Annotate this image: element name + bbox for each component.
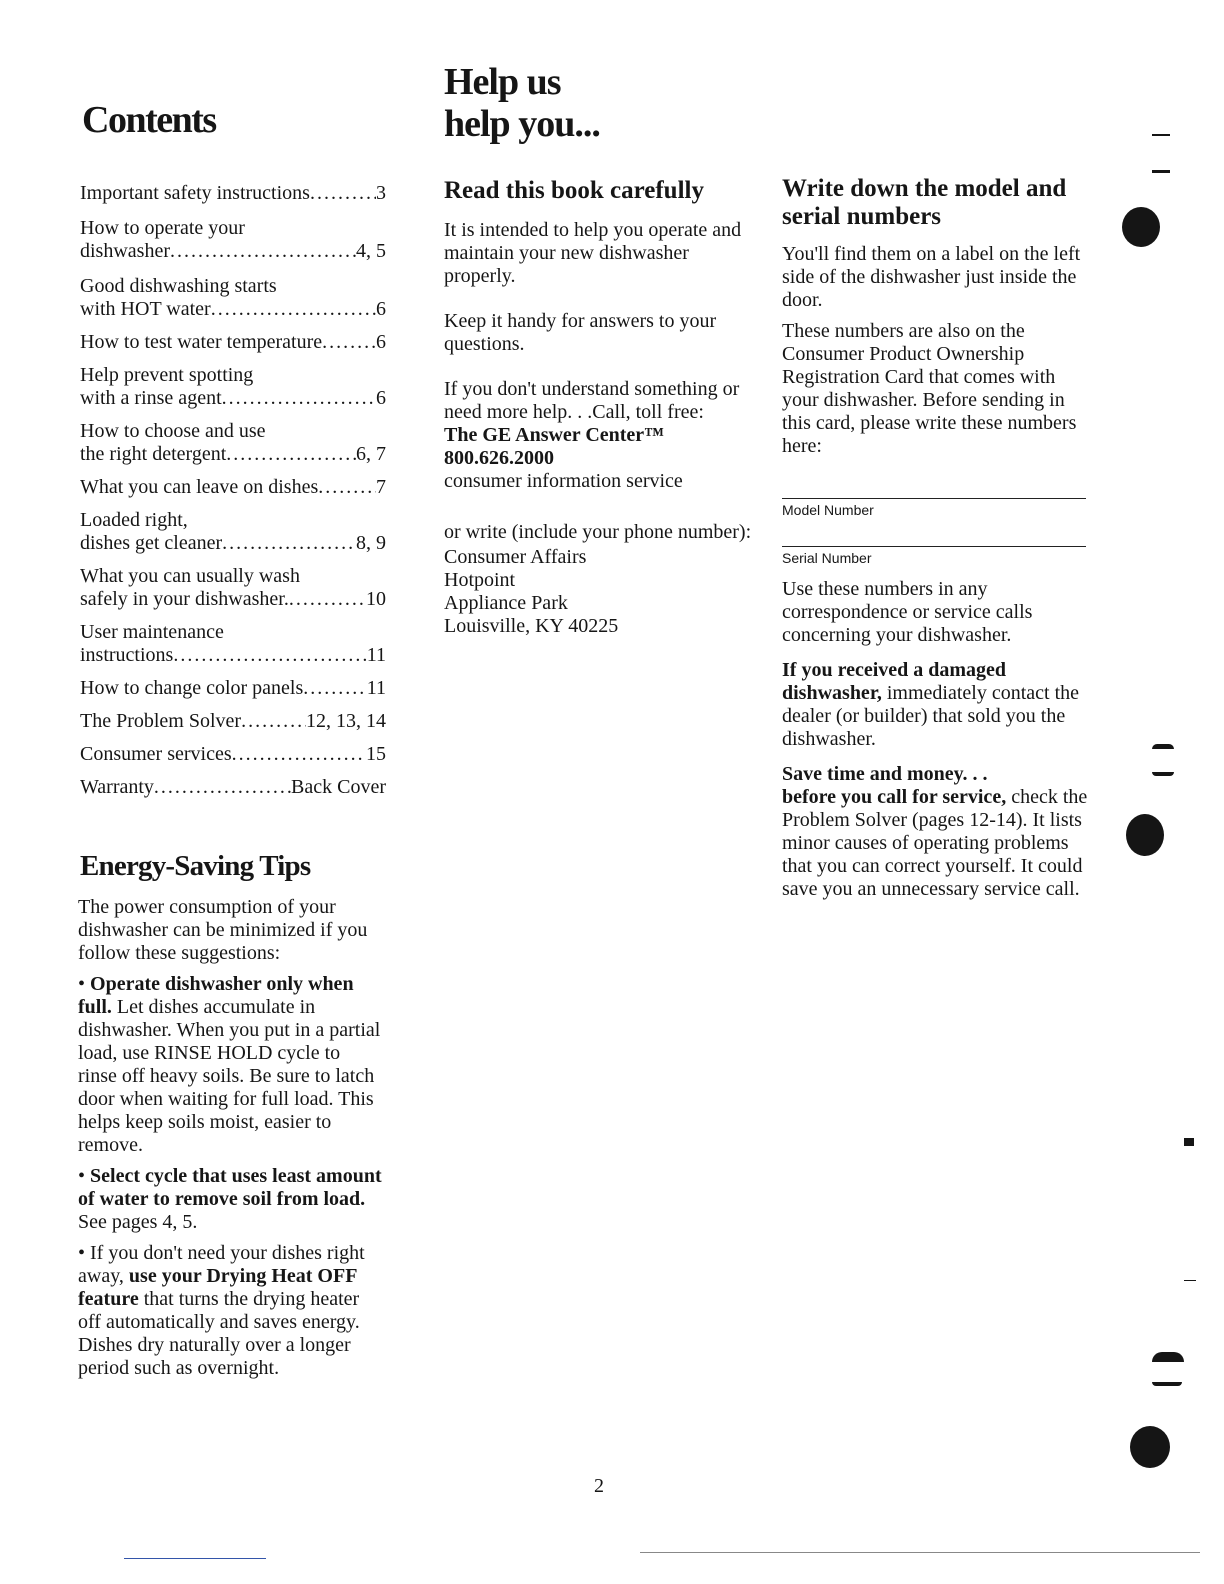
read-paragraph-1: It is intended to help you operate and maintain your new dishwasher properly. (444, 219, 742, 287)
energy-tip-1-bold: Operate dishwasher only when full. (78, 973, 354, 1018)
toc-leader-dots (170, 240, 356, 263)
toc-page-number: 15 (366, 743, 386, 765)
toc-line (80, 240, 386, 263)
toc-item (80, 621, 386, 667)
energy-intro: The power consumption of your dishwasher can be minimized if you follow these suggestions: (78, 896, 368, 964)
read-paragraph-3: If you don't understand something or need more help. . .Call, toll free: (444, 378, 740, 423)
energy-tip-3-bold: use your Drying Heat OFF feature (78, 1265, 357, 1310)
toc-item-label: The Problem Solver (80, 710, 242, 732)
serial-paragraph-3: Use these numbers in any correspondence or service calls concerning your dishwasher. (782, 578, 1033, 646)
save-text: check the Problem Solver (pages 12-14). It lists minor causes of operating problems that you can correct yourself. It could save you an unnecessary service call. (782, 786, 1088, 900)
toc-leader-dots (318, 476, 376, 499)
edge-mark-icon (1152, 1382, 1182, 1386)
edge-mark-icon (1152, 134, 1170, 136)
toc-item (80, 509, 386, 555)
toc-item (80, 677, 386, 700)
toc-page-number: 4, 5 (356, 240, 386, 262)
toc-line (80, 387, 386, 410)
toc-item-label: Consumer services (80, 743, 232, 765)
toc-item-label: How to test water temperature (80, 331, 323, 353)
toc-page-number: 11 (366, 677, 386, 699)
toc-item (80, 565, 386, 611)
toc-item-label: Important safety instructions (80, 182, 310, 204)
serial-paragraph-2: These numbers are also on the Consumer Product Ownership Registration Card that comes with your dishwasher. Before sending in this card, please write these numbers here: (782, 320, 1077, 457)
punch-hole-icon (1126, 814, 1164, 856)
toc-line (80, 621, 386, 644)
toc-item-label: Warranty (80, 776, 154, 798)
edge-mark-icon (1184, 1138, 1194, 1146)
toc-leader-dots (154, 776, 291, 799)
serial-number-label: Serial Number (782, 550, 872, 566)
toc-page-number: 7 (376, 476, 386, 498)
help-title-line-1: Help us (444, 61, 561, 103)
toc-item-label: safely in your dishwasher. (80, 588, 289, 610)
page-number: 2 (594, 1475, 604, 1497)
energy-tip-2-text: See pages 4, 5. (78, 1211, 198, 1233)
energy-tips-title: Energy-Saving Tips (80, 850, 311, 882)
toc-item (80, 182, 386, 205)
toc-page-number: 3 (376, 182, 386, 204)
toc-line (80, 710, 386, 733)
toc-line (80, 588, 386, 611)
toc-line (80, 443, 386, 466)
read-section (444, 177, 754, 638)
toc-page-number: 6 (376, 387, 386, 409)
toc-line (80, 298, 386, 321)
model-number-label: Model Number (782, 502, 874, 518)
answer-center-service: consumer information service (444, 470, 683, 492)
serial-title: Write down the model and serial numbers (782, 175, 1067, 230)
toc-line (80, 677, 386, 700)
toc-leader-dots (241, 710, 306, 733)
toc-item (80, 420, 386, 466)
toc-line (80, 217, 386, 240)
toc-leader-dots (211, 298, 376, 321)
toc-item (80, 476, 386, 499)
toc-line (80, 532, 386, 555)
toc-page-number: 6 (376, 298, 386, 320)
punch-hole-icon (1122, 207, 1160, 247)
address-line: Hotpoint (444, 569, 516, 591)
damaged-text: immediately contact the dealer (or builder) that sold you the dishwasher. (782, 682, 1080, 750)
energy-tip-3-prefix: If you don't need your dishes right away, (78, 1242, 365, 1287)
toc-page-number: 12, 13, 14 (306, 710, 386, 732)
energy-tip-1-text: Let dishes accumulate in dishwasher. When you put in a partial load, use RINSE HOLD cycle to rinse off heavy soils. Be sure to latch door when waiting for full load. This helps keep soils moist, easier to remove. (78, 996, 381, 1156)
toc-line (80, 364, 386, 387)
toc-leader-dots (289, 588, 366, 611)
edge-mark-icon (1184, 1280, 1196, 1281)
damaged-bold: If you received a damaged dishwasher, (782, 659, 1007, 704)
toc-page-number: Back Cover (291, 776, 386, 798)
toc-page-number: 6, 7 (356, 443, 386, 465)
toc-line (80, 565, 386, 588)
bottom-rule (640, 1552, 1200, 1553)
table-of-contents (80, 182, 386, 799)
punch-hole-icon (1130, 1426, 1170, 1468)
toc-line (80, 420, 386, 443)
toc-item (80, 710, 386, 733)
toc-leader-dots (222, 532, 356, 555)
edge-mark-icon (1152, 1352, 1184, 1362)
toc-leader-dots (232, 743, 366, 766)
contents-title: Contents (82, 99, 216, 141)
toc-line (80, 331, 386, 354)
toc-item-label: dishwasher (80, 240, 170, 262)
toc-item-label: What you can leave on dishes (80, 476, 319, 498)
toc-item-label: with a rinse agent (80, 387, 222, 409)
address-line: Louisville, KY 40225 (444, 615, 619, 637)
edge-mark-icon (1152, 772, 1174, 776)
toc-line (80, 182, 386, 205)
toc-leader-dots (173, 644, 366, 667)
edge-mark-icon (1152, 744, 1174, 749)
toc-line (80, 509, 386, 532)
toc-leader-dots (322, 331, 376, 354)
read-paragraph-2: Keep it handy for answers to your questions. (444, 310, 717, 355)
toc-item-label: How to operate your (80, 217, 245, 239)
toc-item-label: User maintenance (80, 621, 224, 643)
serial-paragraph-1: You'll find them on a label on the left side of the dishwasher just inside the door. (782, 243, 1081, 311)
address-line: Appliance Park (444, 592, 568, 614)
energy-tip-2-bold: Select cycle that uses least amount of water to remove soil from load. (78, 1165, 382, 1210)
read-title: Read this book carefully (444, 177, 704, 204)
help-title (444, 62, 600, 146)
toc-line (80, 476, 386, 499)
toc-leader-dots (310, 182, 376, 205)
edge-mark-icon (1152, 170, 1170, 173)
toc-page-number: 6 (376, 331, 386, 353)
save-bold-line-1: Save time and money. . . (782, 763, 988, 785)
toc-line (80, 776, 386, 799)
address-line: Consumer Affairs (444, 546, 587, 568)
bullet-icon: • (78, 1165, 86, 1187)
bottom-rule (124, 1558, 266, 1559)
toc-item-label: How to choose and use (80, 420, 266, 442)
toc-page-number: 11 (366, 644, 386, 666)
toc-leader-dots (226, 443, 356, 466)
toc-page-number: 10 (366, 588, 386, 610)
toc-item (80, 275, 386, 321)
toc-leader-dots (303, 677, 366, 700)
answer-center-name: The GE Answer Center™ (444, 424, 665, 446)
model-number-line[interactable] (782, 498, 1086, 499)
toc-item (80, 776, 386, 799)
toc-item-label: How to change color panels (80, 677, 304, 699)
toc-item-label: with HOT water (80, 298, 211, 320)
save-bold-line-2: before you call for service, (782, 786, 1007, 808)
toc-item-label: Loaded right, (80, 509, 188, 531)
toc-item-label: Good dishwashing starts (80, 275, 277, 297)
answer-center-phone: 800.626.2000 (444, 447, 554, 469)
help-title-line-2: help you... (444, 102, 600, 145)
bullet-icon: • (78, 1242, 86, 1264)
toc-item (80, 331, 386, 354)
save-paragraph (782, 763, 1092, 901)
energy-tip-3 (78, 1242, 384, 1380)
serial-section (782, 175, 1092, 901)
energy-tip-1 (78, 973, 384, 1157)
energy-tip-3-text: that turns the drying heater off automatically and saves energy. Dishes dry naturally over a longer period such as overnight. (78, 1288, 360, 1379)
toc-item (80, 743, 386, 766)
toc-leader-dots (222, 387, 376, 410)
toc-item-label: dishes get cleaner (80, 532, 223, 554)
energy-tips (78, 896, 384, 1388)
toc-item (80, 364, 386, 410)
toc-page-number: 8, 9 (356, 532, 386, 554)
toc-line (80, 743, 386, 766)
serial-number-line[interactable] (782, 546, 1086, 547)
toc-line (80, 275, 386, 298)
toc-item (80, 217, 386, 263)
toc-item-label: the right detergent (80, 443, 227, 465)
toc-item-label: What you can usually wash (80, 565, 300, 587)
toc-line (80, 644, 386, 667)
toc-item-label: Help prevent spotting (80, 364, 254, 386)
bullet-icon: • (78, 973, 86, 995)
damaged-paragraph (782, 659, 1092, 751)
write-instructions: or write (include your phone number): (444, 521, 752, 543)
energy-tip-2 (78, 1165, 384, 1234)
toc-item-label: instructions (80, 644, 174, 666)
